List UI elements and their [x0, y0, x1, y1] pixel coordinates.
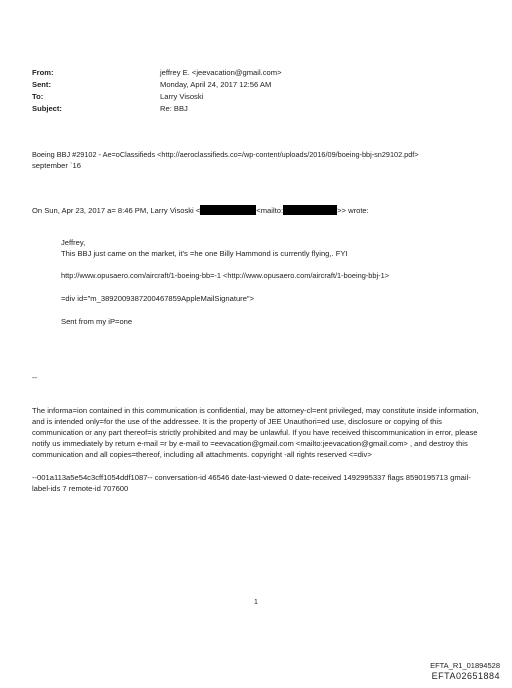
- greeting: Jeffrey,: [61, 238, 86, 247]
- quote-intro-text-c: >> wrote:: [337, 206, 369, 215]
- message-link-line: http://www.opusaero.com/aircraft/1-boeing-bb=-1 <http://www.opusaero.com/aircraft/1-boeing-bbj-1>: [61, 271, 390, 280]
- quote-intro: [32, 205, 369, 216]
- to-label: To:: [32, 92, 44, 101]
- sent-from-line: Sent from my iP=one: [61, 317, 133, 326]
- from-label: From:: [32, 68, 54, 77]
- redaction-box: [283, 205, 337, 215]
- separator-dashes: --: [32, 373, 38, 382]
- page-number: 1: [254, 599, 258, 606]
- reference-line: Boeing BBJ #29102 - Ae=oClassifieds <http://aeroclassifieds.co=/wp-content/uploads/2016/09/boeing-bbj-sn29102.pdf>: [32, 150, 419, 159]
- sent-label: Sent:: [32, 80, 51, 89]
- subject-label: Subject:: [32, 104, 62, 113]
- redaction-box: [200, 205, 256, 215]
- to-value: Larry Visoski: [160, 92, 204, 101]
- subject-value: Re: BBJ: [160, 104, 188, 113]
- quote-intro-text-b: <mailto:: [256, 206, 284, 215]
- metadata-text: --001a113a5e54c3cff1054ddf1087-- conversation-id 46546 date-last-viewed 0 date-received 1492995337 flags 8590195713 gmail-label-ids 7 remote-id 707600: [32, 473, 471, 493]
- reference-date: september `16: [32, 161, 81, 170]
- bates-number-primary: EFTA_R1_01894528: [430, 661, 500, 670]
- quote-intro-text-a: On Sun, Apr 23, 2017 a= 8:46 PM, Larry Visoski <: [32, 206, 201, 215]
- signature-div-line: =div id="m_3892009387200467859AppleMailSignature">: [61, 294, 255, 303]
- bates-number-secondary: EFTA02651884: [431, 671, 500, 681]
- from-value: jeffrey E. <jeevacation@gmail.com>: [160, 68, 282, 77]
- disclaimer-text: The informa=ion contained in this communication is confidential, may be attorney-cl=ent privileged, may constitute inside information, and is intended only=for the use of the addressee. It is the property of JEE Unauthori=ed use, disclosure or copying of this communication or any part thereof=is strictly prohibited and may be unlawful. If you have received thiscommunication in error, please notify us immediately by return e-mail =r by e-mail to =eevacation@gmail.com <mailto:jeevacation@gmail.com> , and destroy this communication and all copies=thereof, including all attachments. copyright -all rights reserved <=div>: [32, 406, 479, 459]
- message-line: This BBJ just came on the market, it's =he one Billy Hammond is currently flying,. FYI: [61, 249, 348, 258]
- sent-value: Monday, April 24, 2017 12:56 AM: [160, 80, 272, 89]
